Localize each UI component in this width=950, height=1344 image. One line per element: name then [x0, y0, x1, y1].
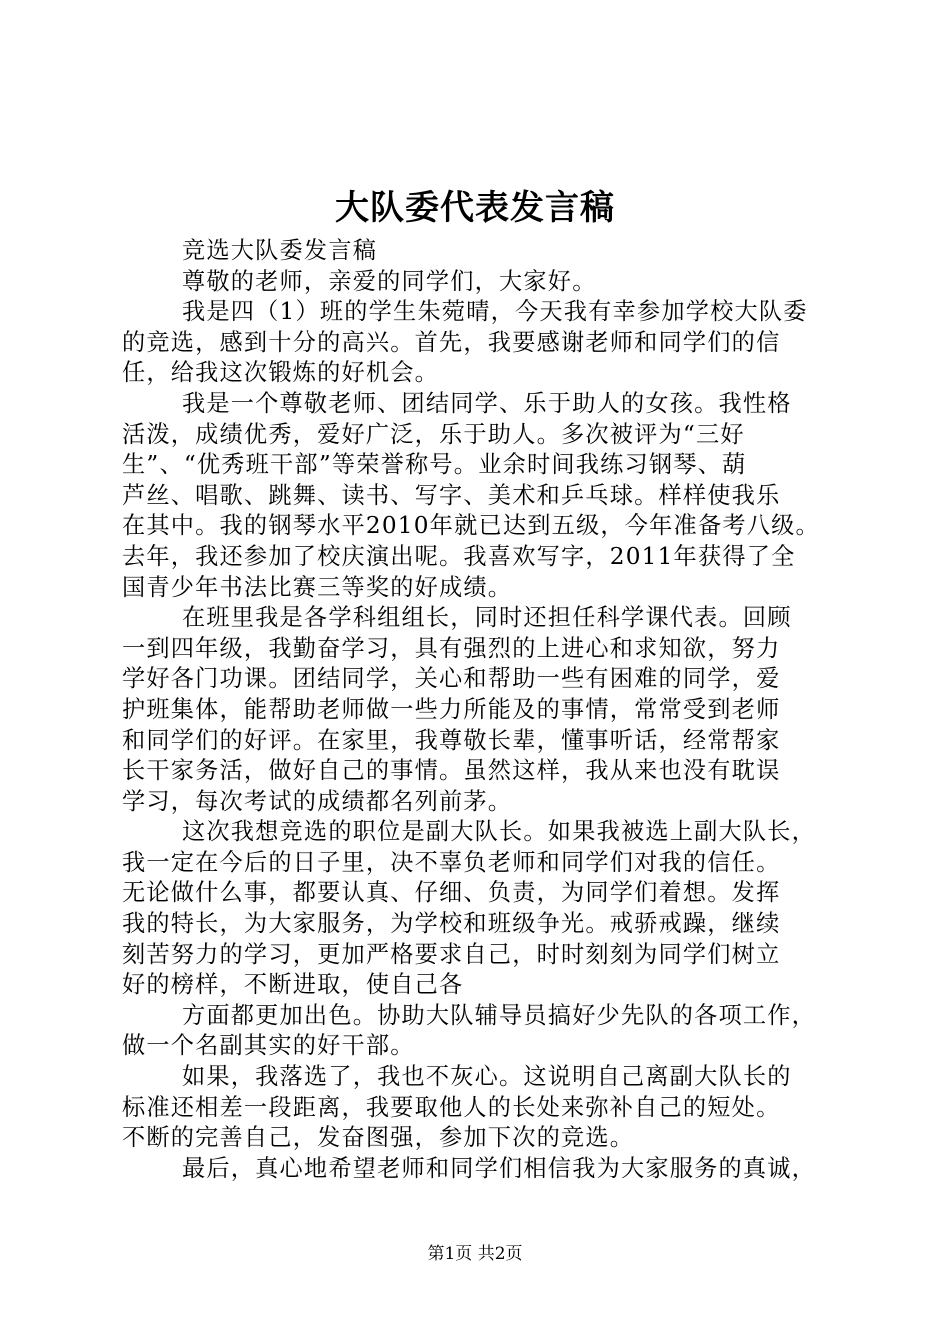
page-footer: 第1页 共2页	[427, 1244, 523, 1264]
text-line: 最后，真心地希望老师和同学们相信我为大家服务的真诚，	[182, 1154, 817, 1182]
text-line: 在其中。我的钢琴水平2010年就已达到五级，今年准备考八级。	[122, 512, 820, 540]
document-title: 大队委代表发言稿	[335, 188, 615, 228]
text-line: 一到四年级，我勤奋学习，具有强烈的上进心和求知欲，努力	[122, 634, 781, 662]
text-line: 在班里我是各学科组组长，同时还担任科学课代表。回顾	[182, 604, 792, 632]
text-line: 不断的完善自己，发奋图强，参加下次的竞选。	[122, 1124, 635, 1152]
text-line: 芦丝、唱歌、跳舞、读书、写字、美术和乒乓球。样样使我乐	[122, 481, 781, 509]
text-line: 刻苦努力的学习，更加严格要求自己，时时刻刻为同学们树立	[122, 940, 781, 968]
text-line: 尊敬的老师，亲爱的同学们，大家好。	[182, 267, 597, 295]
text-line: 长干家务活，做好自己的事情。虽然这样，我从来也没有耽误	[122, 757, 781, 785]
text-line: 我是一个尊敬老师、团结同学、乐于助人的女孩。我性格	[182, 389, 792, 417]
text-line: 如果，我落选了，我也不灰心。这说明自己离副大队长的	[182, 1063, 792, 1091]
text-line: 学习，每次考试的成绩都名列前茅。	[122, 787, 513, 815]
text-line: 生”、“优秀班干部”等荣誉称号。业余时间我练习钢琴、葫	[122, 451, 747, 479]
text-line: 做一个名副其实的好干部。	[122, 1032, 415, 1060]
text-line: 国青少年书法比赛三等奖的好成绩。	[122, 573, 513, 601]
document-body	[122, 236, 834, 1184]
text-line: 去年，我还参加了校庆演出呢。我喜欢写字，2011年获得了全	[122, 542, 796, 570]
text-line: 方面都更加出色。协助大队辅导员搞好少先队的各项工作，	[182, 1001, 817, 1029]
text-line: 我是四（1）班的学生朱菀晴，今天我有幸参加学校大队委	[182, 298, 808, 326]
text-line: 竞选大队委发言稿	[182, 237, 378, 264]
text-line: 好的榜样，不断进取，使自己各	[122, 971, 464, 999]
text-line: 任，给我这次锻炼的好机会。	[122, 359, 440, 387]
text-line: 我的特长，为大家服务，为学校和班级争光。戒骄戒躁，继续	[122, 910, 781, 938]
text-line: 这次我想竞选的职位是副大队长。如果我被选上副大队长，	[182, 818, 817, 846]
text-line: 学好各门功课。团结同学，关心和帮助一些有困难的同学，爱	[122, 665, 781, 693]
text-line: 活泼，成绩优秀，爱好广泛，乐于助人。多次被评为“三好	[122, 420, 745, 448]
text-line: 标准还相差一段距离，我要取他人的长处来弥补自己的短处。	[122, 1093, 781, 1121]
text-line: 的竞选，感到十分的高兴。首先，我要感谢老师和同学们的信	[122, 328, 781, 356]
text-line: 我一定在今后的日子里，决不辜负老师和同学们对我的信任。	[122, 848, 781, 876]
text-line: 和同学们的好评。在家里，我尊敬长辈，懂事听话，经常帮家	[122, 726, 781, 754]
text-line: 护班集体，能帮助老师做一些力所能及的事情，常常受到老师	[122, 695, 781, 723]
text-line: 无论做什么事，都要认真、仔细、负责，为同学们着想。发挥	[122, 879, 781, 907]
